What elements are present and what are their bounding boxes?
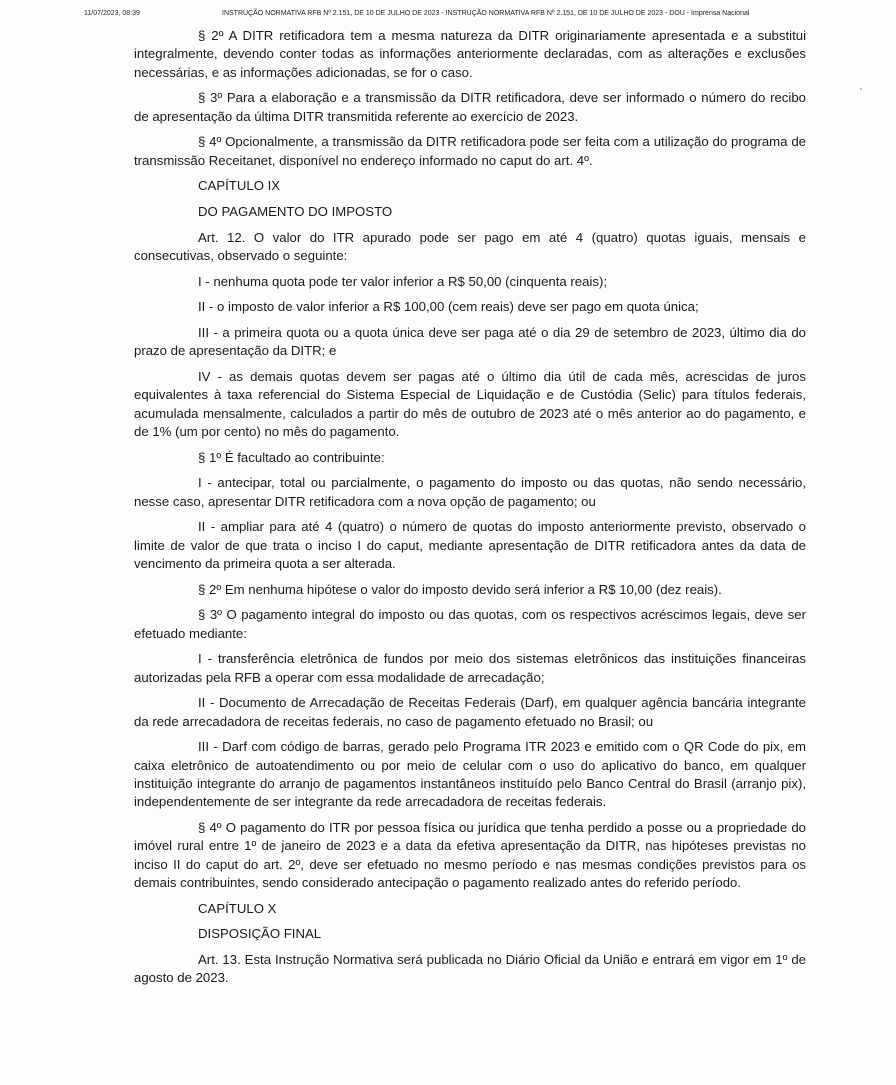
print-timestamp: 11/07/2023, 08:39 (84, 10, 140, 17)
article-12-par1: § 1º É facultado ao contribuinte: (198, 449, 385, 465)
chapter-heading-2: CAPÍTULO X (198, 900, 277, 916)
paragraph-art11-par3: § 3º Para a elaboração e a transmissão da DITR retificadora, deve ser informado o número do recibo de apresentação da última DITR transmitida referente ao exercício de 2023. (134, 90, 806, 124)
article-12-par3-item-3: III - Darf com código de barras, gerado pelo Programa ITR 2023 e emitido com o QR Code do pix, em caixa eletrônico de autoatendimento ou por meio de celular com o uso do aplicativo do banco, em qualquer instituição integrante do arranjo de pagamentos instantâneos instituído pelo Banco Central do Brasil (arranjo pix), independentemente de ser integrante da rede arrecadadora de receitas federais. (134, 739, 806, 810)
article-12-item-4: IV - as demais quotas devem ser pagas até o último dia útil de cada mês, acrescidas de juros equivalentes à taxa referencial do Sistema Especial de Liquidação e de Custódia (Selic) para títulos federais, acumulada mensalmente, calculados a partir do mês de outubro de 2023 até o mês anterior ao do pagamento, e de 1% (um por cento) no mês do pagamento. (134, 368, 806, 439)
paragraph-art11-par2: § 2º A DITR retificadora tem a mesma natureza da DITR originariamente apresentada e a substitui integralmente, devendo conter todas as informações anteriormente declaradas, com as alterações e exclusões necessárias, e as informações adicionadas, se for o caso. (134, 28, 806, 80)
article-12-par1-item-1: I - antecipar, total ou parcialmente, o pagamento do imposto ou das quotas, não sendo necessário, nesse caso, apresentar DITR retificadora com a nova opção de pagamento; ou (134, 475, 806, 509)
print-document-title: INSTRUÇÃO NORMATIVA RFB Nº 2.151, DE 10 DE JULHO DE 2023 - INSTRUÇÃO NORMATIVA RFB Nº 2.151, DE 10 DE JULHO DE 2023 - DOU - Imprensa Nacional (222, 10, 750, 17)
article-12-item-3: III - a primeira quota ou a quota única deve ser paga até o dia 29 de setembro de 2023, último dia do prazo de apresentação da DITR; e (134, 324, 806, 359)
scan-mark (860, 88, 862, 90)
article-13: Art. 13. Esta Instrução Normativa será publicada no Diário Oficial da União e entrará em vigor em 1º de agosto de 2023. (134, 952, 806, 986)
article-12-par1-item-2: II - ampliar para até 4 (quatro) o número de quotas do imposto anteriormente previsto, observado o limite de valor de que trata o inciso I do caput, mediante apresentação de DITR retificadora antes da data de vencimento da primeira quota a ser alterada. (134, 519, 806, 571)
article-12-par3-item-2: II - Documento de Arrecadação de Receitas Federais (Darf), em qualquer agência bancária integrante da rede arrecadadora de receitas federais, no caso de pagamento efetuado no Brasil; ou (134, 695, 806, 729)
article-12-par3-item-1: I - transferência eletrônica de fundos por meio dos sistemas eletrônicos das instituições financeiras autorizadas pela RFB a operar com essa modalidade de arrecadação; (134, 651, 806, 685)
paragraph-art11-par4: § 4º Opcionalmente, a transmissão da DITR retificadora pode ser feita com a utilização do programa de transmissão Receitanet, disponível no endereço informado no caput do art. 4º. (134, 134, 806, 168)
article-12-par4: § 4º O pagamento do ITR por pessoa física ou jurídica que tenha perdido a posse ou a propriedade do imóvel rural entre 1º de janeiro de 2023 e a data da efetiva apresentação da DITR, nas hipóteses previstas no inciso II do caput do art. 2º, deve ser efetuado no mesmo período e nas mesmas condições previstos para os demais contribuintes, sendo considerado antecipação o pagamento realizado antes do referido período. (134, 820, 806, 891)
article-12-par3: § 3º O pagamento integral do imposto ou das quotas, com os respectivos acréscimos legais, deve ser efetuado mediante: (134, 607, 806, 641)
article-12-item-1: I - nenhuma quota pode ter valor inferior a R$ 50,00 (cinquenta reais); (198, 273, 608, 289)
print-header (0, 10, 896, 24)
article-12-item-2: II - o imposto de valor inferior a R$ 100,00 (cem reais) deve ser pago em quota única; (198, 299, 699, 315)
article-12: Art. 12. O valor do ITR apurado pode ser pago em até 4 (quatro) quotas iguais, mensais e consecutivas, observado o seguinte: (134, 229, 806, 263)
chapter-title-2: DISPOSIÇÃO FINAL (198, 926, 322, 942)
document-body (134, 27, 806, 995)
chapter-heading: CAPÍTULO IX (198, 178, 281, 194)
article-12-par2: § 2º Em nenhuma hipótese o valor do imposto devido será inferior a R$ 10,00 (dez reais). (198, 581, 722, 597)
chapter-title: DO PAGAMENTO DO IMPOSTO (198, 204, 393, 219)
